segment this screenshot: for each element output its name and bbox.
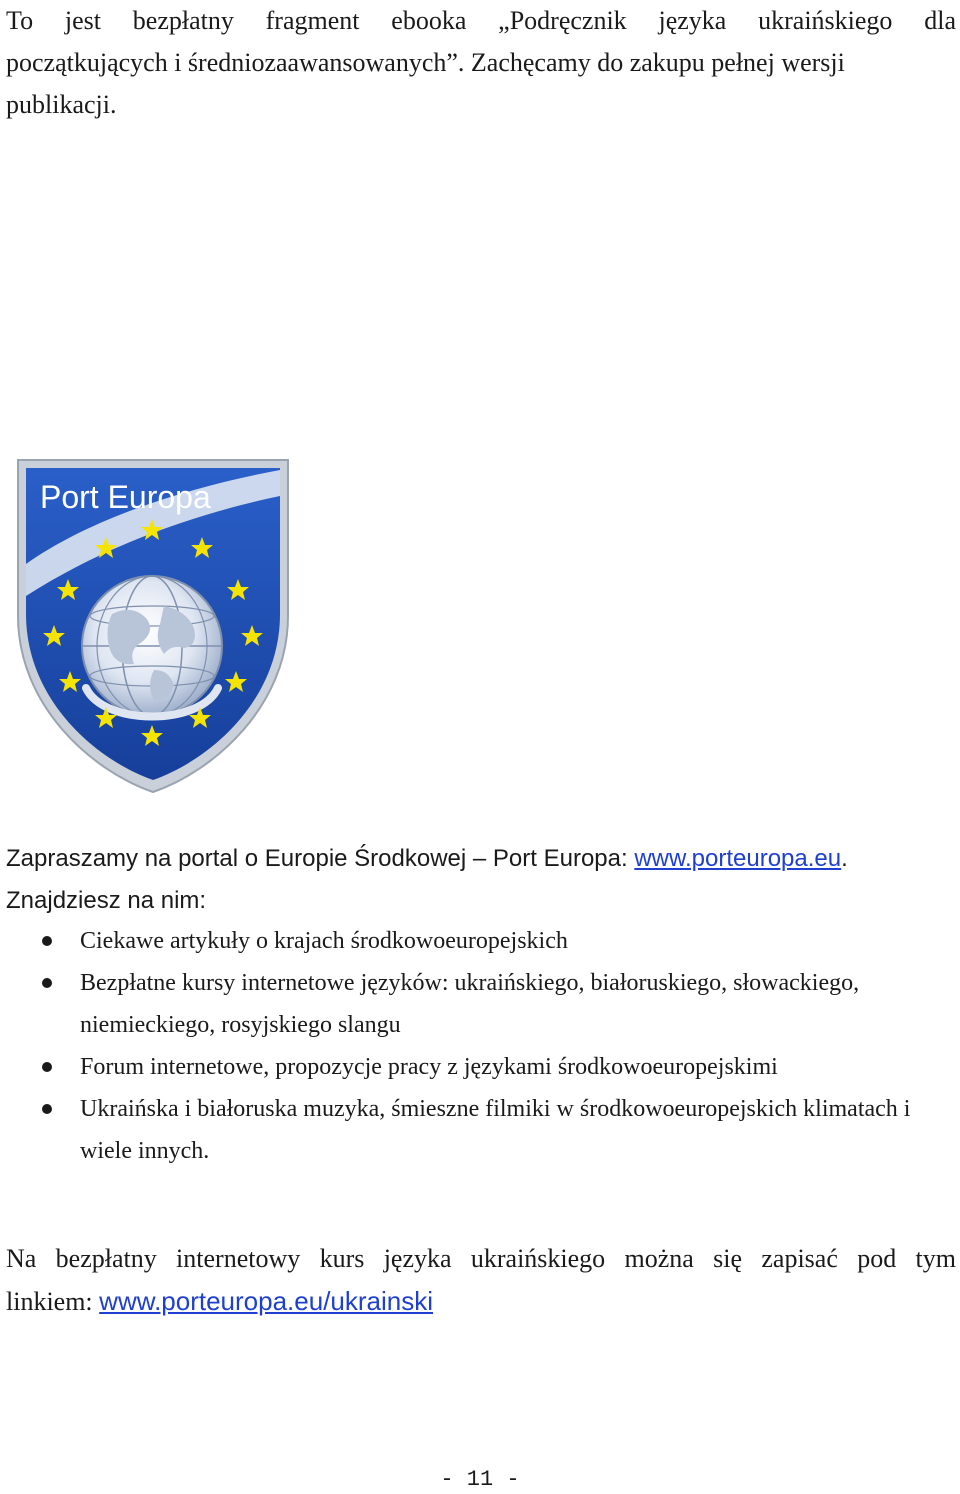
list-item-text: Bezpłatne kursy internetowe języków: ukraińskiego, białoruskiego, słowackiego, niemieckiego, rosyjskiego slangu	[80, 970, 860, 1038]
portal-invitation	[6, 838, 956, 922]
bullet-icon	[42, 1062, 52, 1072]
shield-emblem	[14, 456, 296, 796]
list-item-text: Ciekawe artykuły o krajach środkowoeuropejskich	[80, 928, 568, 954]
list-item	[0, 920, 960, 962]
closing-paragraph	[6, 1238, 956, 1323]
list-item-text: Forum internetowe, propozycje pracy z językami środkowoeuropejskimi	[80, 1054, 778, 1080]
bullet-icon	[42, 978, 52, 988]
bullet-icon	[42, 1104, 52, 1114]
list-item	[0, 1088, 960, 1172]
list-item	[0, 1046, 960, 1088]
intro-paragraph	[6, 0, 956, 126]
logo-title: Port Europa	[40, 479, 211, 515]
bullet-icon	[42, 936, 52, 946]
list-item	[0, 962, 960, 1046]
invite-followup: Znajdziesz na nim:	[6, 887, 207, 914]
invite-suffix: .	[841, 845, 848, 872]
closing-prefix: linkiem:	[6, 1287, 100, 1316]
closing-line-1: Na bezpłatny internetowy kurs języka ukraińskiego można się zapisać pod tym	[6, 1244, 956, 1273]
intro-line-3: publikacji.	[6, 90, 117, 119]
intro-line-2: początkujących i średniozaawansowanych”. Zachęcamy do zakupu pełnej wersji	[6, 48, 845, 77]
list-item-text: Ukraińska i białoruska muzyka, śmieszne filmiki w środkowoeuropejskich klimatach i wiele innych.	[80, 1096, 911, 1164]
porteuropa-link[interactable]: www.porteuropa.eu	[634, 845, 842, 872]
globe-icon	[82, 576, 222, 716]
ukrainski-course-link[interactable]: www.porteuropa.eu/ukrainski	[99, 1286, 434, 1316]
intro-line-1: To jest bezpłatny fragment ebooka „Podręcznik języka ukraińskiego dla	[6, 6, 956, 35]
invite-prefix: Zapraszamy na portal o Europie Środkowej – Port Europa:	[6, 845, 635, 872]
page-number: - 11 -	[440, 1467, 520, 1492]
feature-list	[0, 920, 960, 1172]
port-europa-logo	[14, 456, 296, 796]
